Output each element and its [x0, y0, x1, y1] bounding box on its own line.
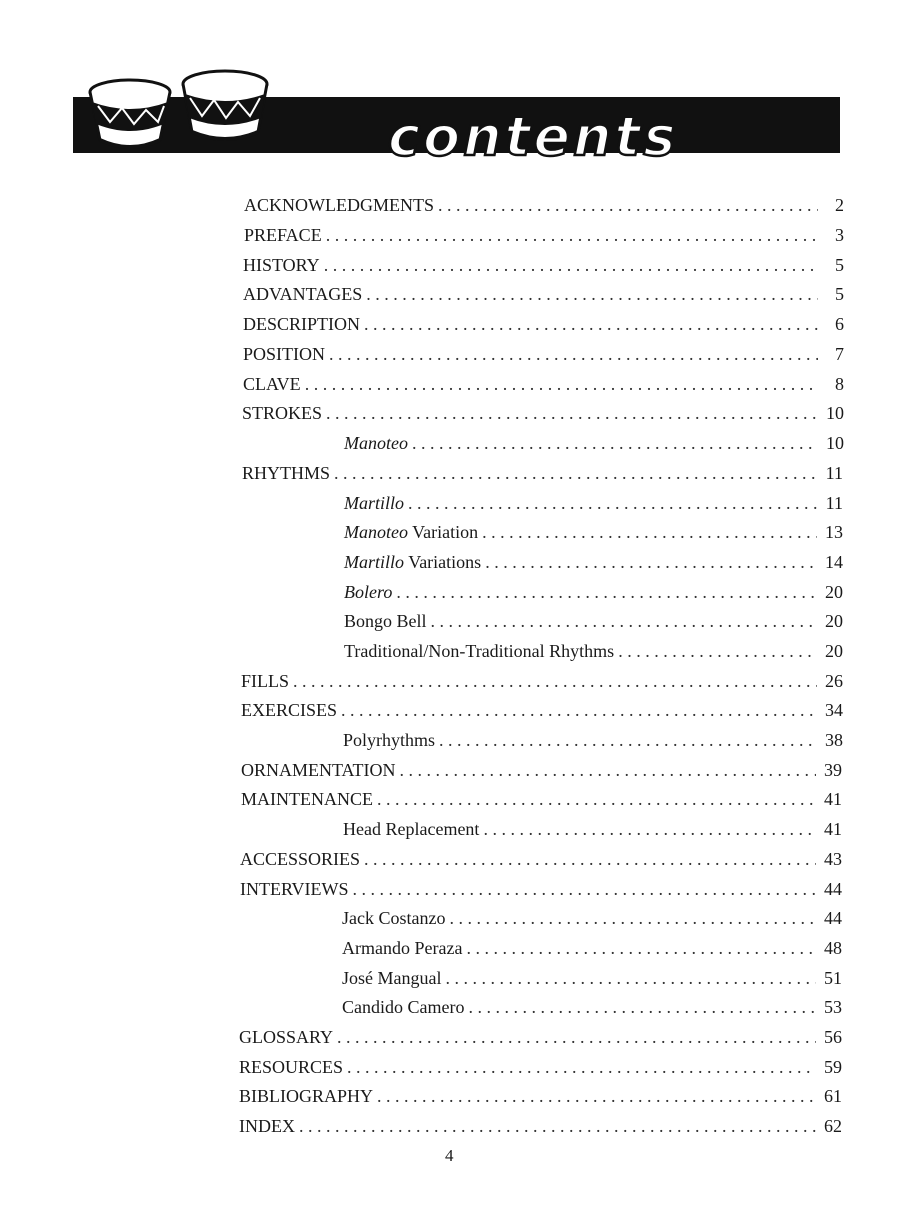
- toc-entry-polyrhythms[interactable]: Polyrhythms . . . 38: [343, 726, 843, 754]
- toc-entry-fills[interactable]: FILLS . . . 26: [241, 667, 843, 695]
- toc-entry-index[interactable]: INDEX . . . 62: [239, 1112, 842, 1140]
- toc-entry-ornamentation[interactable]: ORNAMENTATION . . . 39: [241, 756, 842, 784]
- toc-entry-jack-costanzo[interactable]: Jack Costanzo . . . 44: [342, 904, 842, 932]
- toc-entry-position[interactable]: POSITION . . . 7: [243, 340, 844, 368]
- toc-entry-maintenance[interactable]: MAINTENANCE . . . 41: [241, 785, 842, 813]
- toc-entry-bongo-bell[interactable]: Bongo Bell . . . 20: [344, 607, 843, 635]
- page-number: 4: [445, 1146, 454, 1165]
- toc-entry-martillo-variations[interactable]: Martillo Variations . . . 14: [344, 548, 843, 576]
- toc-entry-head-replacement[interactable]: Head Replacement . . . 41: [343, 815, 842, 843]
- toc-entry-acknowledgments[interactable]: ACKNOWLEDGMENTS . . . 2: [244, 191, 844, 219]
- toc-entry-traditional-rhythms[interactable]: Traditional/Non-Traditional Rhythms . . . 20: [344, 637, 843, 665]
- toc-entry-rhythms[interactable]: RHYTHMS . . . 11: [242, 459, 843, 487]
- toc-entry-bibliography[interactable]: BIBLIOGRAPHY . . . 61: [239, 1082, 842, 1110]
- toc-entry-bolero[interactable]: Bolero . . . 20: [344, 578, 843, 606]
- page-title: contents: [388, 105, 679, 168]
- toc-entry-glossary[interactable]: GLOSSARY . . . 56: [239, 1023, 842, 1051]
- toc-entry-accessories[interactable]: ACCESSORIES . . . 43: [240, 845, 842, 873]
- toc-entry-preface[interactable]: PREFACE . . . 3: [244, 221, 844, 249]
- toc-entry-description[interactable]: DESCRIPTION . . . 6: [243, 310, 844, 338]
- toc-entry-advantages[interactable]: ADVANTAGES . . . 5: [243, 280, 844, 308]
- toc-entry-martillo[interactable]: Martillo . . . 11: [344, 489, 843, 517]
- toc-entry-interviews[interactable]: INTERVIEWS . . . 44: [240, 875, 842, 903]
- toc-entry-resources[interactable]: RESOURCES . . . 59: [239, 1053, 842, 1081]
- bongo-drums-icon: [80, 62, 280, 162]
- toc-entry-clave[interactable]: CLAVE . . . 8: [243, 370, 844, 398]
- toc-entry-armando-peraza[interactable]: Armando Peraza . . . 48: [342, 934, 842, 962]
- toc-entry-candido-camero[interactable]: Candido Camero . . . 53: [342, 993, 842, 1021]
- toc-entry-exercises[interactable]: EXERCISES . . . 34: [241, 696, 843, 724]
- toc-entry-manoteo-variation[interactable]: Manoteo Variation . . . 13: [344, 518, 843, 546]
- toc-entry-manoteo[interactable]: Manoteo . . . 10: [344, 429, 844, 457]
- toc-entry-history[interactable]: HISTORY . . . 5: [243, 251, 844, 279]
- toc-entry-jose-mangual[interactable]: José Mangual . . . 51: [342, 964, 842, 992]
- toc-entry-strokes[interactable]: STROKES . . . 10: [242, 399, 844, 427]
